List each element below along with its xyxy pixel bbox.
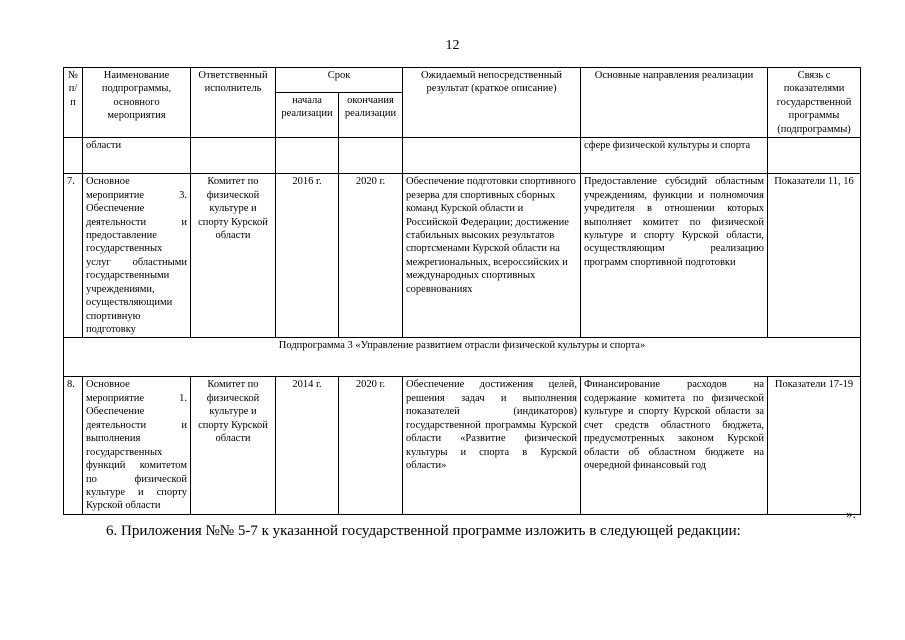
row-name: Основное мероприятие 3. Обеспечение деятельности и предоставление государственных услуг областными государственными учреждениями, осуществляющими спортивную подготовку	[83, 174, 191, 338]
row-responsible	[191, 138, 276, 174]
header-num: № п/п	[64, 68, 83, 138]
table-row	[64, 174, 861, 338]
row-num: 7.	[64, 174, 83, 338]
header-start: начала реализации	[276, 92, 339, 137]
row-result: Обеспечение достижения целей, решения задач и выполнения показателей (индикаторов) государственной программы Курской области «Развитие физической культуры и спорта в Курской области»	[403, 377, 581, 514]
row-directions: сфере физической культуры и спорта	[581, 138, 768, 174]
row-result	[403, 138, 581, 174]
closing-quote: ».	[846, 506, 856, 521]
row-end: 2020 г.	[339, 377, 403, 514]
row-link: Показатели 17-19	[768, 377, 861, 514]
header-row	[64, 68, 861, 93]
row-result: Обеспечение подготовки спортивного резерва для спортивных сборных команд Курской области и Российской Федерации; достижение стабильных высоких результатов спортсменами Курской области на межрегиональных, всероссийских и международных спортивных соревнованиях	[403, 174, 581, 338]
amendment-paragraph: 6. Приложения №№ 5-7 к указанной государственной программе изложить в следующей редакции:	[106, 523, 741, 539]
row-responsible: Комитет по физической культуре и спорту Курской области	[191, 377, 276, 514]
table-row	[64, 138, 861, 174]
row-num	[64, 138, 83, 174]
program-table	[63, 67, 861, 515]
header-link: Связь с показателями государственной программы (подпрограммы)	[768, 68, 861, 138]
row-directions: Предоставление субсидий областным учреждениям, функции и полномочия учредителя в отношении которых выполняет комитет по физической культуре и спорту Курской области, осуществляющим реализацию программ спортивной подготовки	[581, 174, 768, 338]
header-term: Срок	[276, 68, 403, 93]
row-end	[339, 138, 403, 174]
header-responsible: Ответственный исполнитель	[191, 68, 276, 138]
table-row	[64, 377, 861, 514]
row-link	[768, 138, 861, 174]
row-name: области	[83, 138, 191, 174]
header-name: Наименование подпрограммы, основного мероприятия	[83, 68, 191, 138]
header-directions: Основные направления реализации	[581, 68, 768, 138]
subprogram-row	[64, 338, 861, 377]
row-directions: Финансирование расходов на содержание комитета по физической культуре и спорту Курской области за счет средств областного бюджета, предусмотренных законом Курской области об областном бюджете на очередной финансовый год	[581, 377, 768, 514]
row-start: 2016 г.	[276, 174, 339, 338]
row-name: Основное мероприятие 1. Обеспечение деятельности и выполнения государственных функций комитетом по физической культуре и спорту Курской области	[83, 377, 191, 514]
row-num: 8.	[64, 377, 83, 514]
header-result: Ожидаемый непосредственный результат (краткое описание)	[403, 68, 581, 138]
subprogram-title: Подпрограмма 3 «Управление развитием отрасли физической культуры и спорта»	[64, 338, 861, 377]
page-number: 12	[445, 38, 460, 53]
header-end: окончания реализации	[339, 92, 403, 137]
row-responsible: Комитет по физической культуре и спорту Курской области	[191, 174, 276, 338]
row-end: 2020 г.	[339, 174, 403, 338]
row-start	[276, 138, 339, 174]
row-start: 2014 г.	[276, 377, 339, 514]
row-link: Показатели 11, 16	[768, 174, 861, 338]
